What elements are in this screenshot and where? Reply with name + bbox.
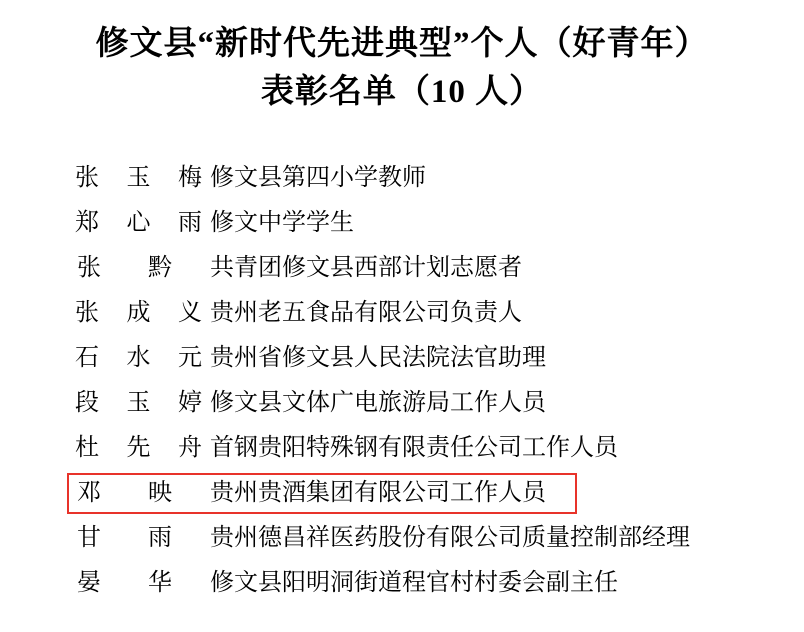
name-char: 杜 bbox=[75, 435, 99, 461]
name-char: 玉 bbox=[126, 390, 151, 416]
honoree-name bbox=[75, 201, 210, 246]
honoree-role: 贵州省修文县人民法院法官助理 bbox=[210, 345, 546, 371]
list-item bbox=[75, 561, 774, 606]
name-char: 石 bbox=[75, 345, 99, 371]
name-char: 张 bbox=[75, 300, 99, 326]
name-char: 甘 bbox=[77, 525, 101, 551]
honoree-name bbox=[75, 156, 210, 201]
list-item bbox=[75, 156, 774, 201]
honoree-name bbox=[75, 471, 210, 516]
name-char: 玉 bbox=[126, 165, 151, 191]
name-char: 雨 bbox=[178, 210, 202, 236]
list-item bbox=[75, 201, 774, 246]
name-char: 水 bbox=[126, 345, 151, 371]
list-item bbox=[75, 246, 774, 291]
name-char: 元 bbox=[178, 345, 202, 371]
name-char: 成 bbox=[126, 300, 151, 326]
list-item bbox=[75, 471, 774, 516]
name-char: 段 bbox=[75, 390, 99, 416]
honoree-name bbox=[75, 381, 210, 426]
honoree-role: 贵州德昌祥医药股份有限公司质量控制部经理 bbox=[210, 525, 690, 551]
name-char: 张 bbox=[75, 165, 99, 191]
honoree-name bbox=[75, 246, 210, 291]
honoree-name bbox=[75, 426, 210, 471]
name-char: 婷 bbox=[178, 390, 202, 416]
name-char: 雨 bbox=[148, 525, 172, 551]
page-title bbox=[0, 0, 804, 116]
honoree-role: 首钢贵阳特殊钢有限责任公司工作人员 bbox=[210, 435, 618, 461]
list-item bbox=[75, 381, 774, 426]
honoree-name bbox=[75, 561, 210, 606]
name-char: 映 bbox=[148, 480, 172, 506]
name-char: 舟 bbox=[178, 435, 202, 461]
list-item bbox=[75, 336, 774, 381]
honoree-role: 修文县阳明洞街道程官村村委会副主任 bbox=[210, 570, 618, 596]
honoree-role: 修文中学学生 bbox=[210, 210, 354, 236]
honoree-name bbox=[75, 516, 210, 561]
list-item bbox=[75, 291, 774, 336]
name-char: 梅 bbox=[178, 165, 202, 191]
name-char: 郑 bbox=[75, 210, 99, 236]
title-line-2: 表彰名单（10 人） bbox=[260, 74, 544, 110]
name-char: 先 bbox=[126, 435, 151, 461]
name-char: 义 bbox=[178, 300, 202, 326]
honoree-role: 贵州老五食品有限公司负责人 bbox=[210, 300, 522, 326]
name-char: 邓 bbox=[77, 480, 101, 506]
list-item bbox=[75, 516, 774, 561]
honoree-name bbox=[75, 291, 210, 336]
honoree-list bbox=[0, 156, 804, 606]
list-item bbox=[75, 426, 774, 471]
honoree-role: 修文县第四小学教师 bbox=[210, 165, 426, 191]
name-char: 晏 bbox=[77, 570, 101, 596]
honoree-role: 贵州贵酒集团有限公司工作人员 bbox=[210, 480, 546, 506]
name-char: 黔 bbox=[148, 255, 172, 281]
title-line-1: 修文县“新时代先进典型”个人（好青年） bbox=[95, 26, 709, 62]
name-char: 华 bbox=[148, 570, 172, 596]
name-char: 心 bbox=[126, 210, 151, 236]
honoree-role: 修文县文体广电旅游局工作人员 bbox=[210, 390, 546, 416]
honoree-role: 共青团修文县西部计划志愿者 bbox=[210, 255, 522, 281]
name-char: 张 bbox=[77, 255, 101, 281]
honoree-name bbox=[75, 336, 210, 381]
